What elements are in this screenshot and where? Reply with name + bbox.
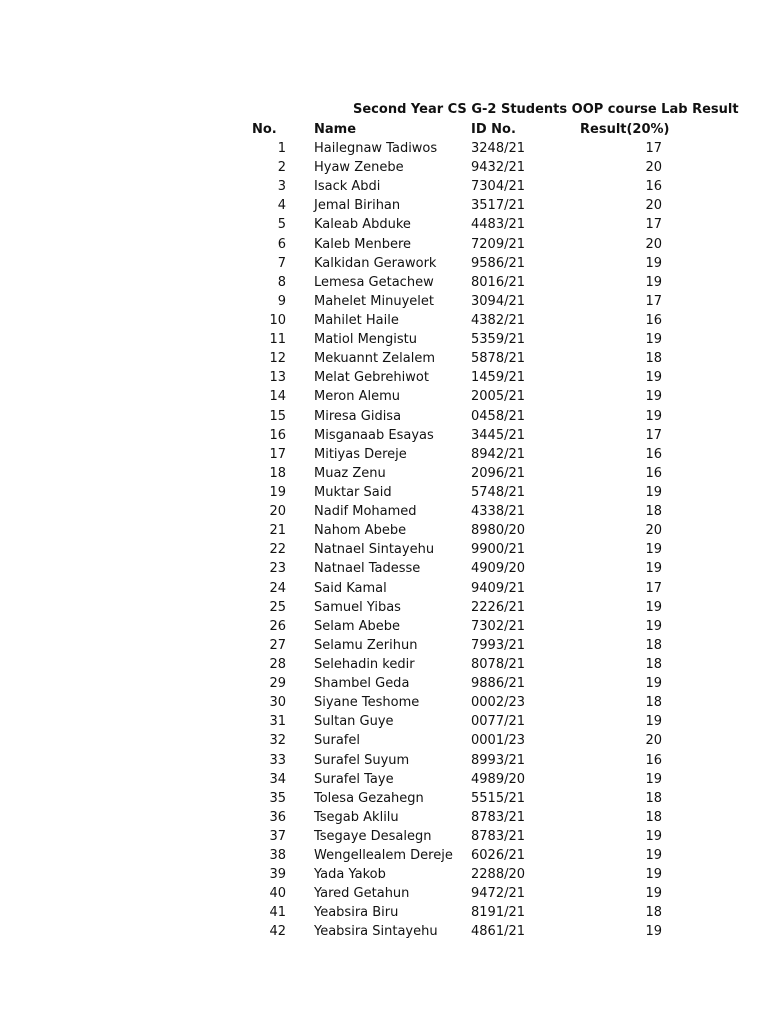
table-row (0, 502, 768, 521)
cell-result: 17 (645, 293, 662, 309)
cell-id: 4338/21 (471, 504, 526, 520)
table-row (0, 808, 768, 827)
table-row (0, 368, 768, 387)
table-row (0, 789, 768, 808)
cell-id: 9586/21 (471, 255, 526, 271)
cell-name: Miresa Gidisa (314, 408, 402, 424)
cell-id: 9472/21 (471, 886, 526, 902)
table-row (0, 407, 768, 426)
cell-no: 20 (269, 504, 286, 520)
cell-no: 8 (277, 274, 286, 290)
cell-result: 16 (645, 446, 662, 462)
cell-result: 19 (645, 370, 662, 386)
table-row (0, 464, 768, 483)
cell-no: 25 (269, 599, 286, 615)
cell-name: Shambel Geda (314, 676, 410, 692)
cell-no: 13 (269, 370, 286, 386)
cell-id: 0002/23 (471, 695, 526, 711)
cell-result: 18 (645, 656, 662, 672)
cell-result: 17 (645, 580, 662, 596)
cell-name: Siyane Teshome (314, 695, 420, 711)
cell-no: 17 (269, 446, 286, 462)
table-row (0, 655, 768, 674)
cell-result: 20 (645, 733, 662, 749)
cell-no: 33 (269, 752, 286, 768)
cell-id: 0077/21 (471, 714, 526, 730)
cell-no: 11 (269, 332, 286, 348)
cell-no: 10 (269, 312, 286, 328)
table-row (0, 751, 768, 770)
cell-result: 16 (645, 752, 662, 768)
cell-result: 19 (645, 274, 662, 290)
cell-no: 22 (269, 542, 286, 558)
cell-name: Melat Gebrehiwot (314, 370, 429, 386)
cell-result: 19 (645, 599, 662, 615)
cell-name: Mahilet Haile (314, 312, 399, 328)
cell-name: Yada Yakob (314, 867, 386, 883)
cell-id: 3094/21 (471, 293, 526, 309)
table-row (0, 235, 768, 254)
table-row (0, 770, 768, 789)
cell-name: Mekuannt Zelalem (314, 351, 436, 367)
cell-name: Natnael Sintayehu (314, 542, 435, 558)
cell-id: 6026/21 (471, 848, 526, 864)
cell-id: 8191/21 (471, 905, 526, 921)
cell-name: Samuel Yibas (314, 599, 401, 615)
cell-no: 29 (269, 676, 286, 692)
table-row (0, 330, 768, 349)
cell-result: 19 (645, 542, 662, 558)
cell-result: 19 (645, 848, 662, 864)
table-row (0, 273, 768, 292)
cell-no: 21 (269, 523, 286, 539)
cell-result: 20 (645, 160, 662, 176)
cell-id: 8942/21 (471, 446, 526, 462)
cell-result: 16 (645, 465, 662, 481)
table-row (0, 559, 768, 578)
cell-no: 34 (269, 771, 286, 787)
cell-id: 2005/21 (471, 389, 526, 405)
cell-name: Misganaab Esayas (314, 427, 434, 443)
cell-id: 8078/21 (471, 656, 526, 672)
cell-no: 5 (277, 217, 286, 233)
table-row (0, 693, 768, 712)
cell-name: Isack Abdi (314, 179, 381, 195)
cell-no: 37 (269, 828, 286, 844)
cell-name: Hyaw Zenebe (314, 160, 404, 176)
cell-result: 19 (645, 771, 662, 787)
cell-name: Tolesa Gezahegn (314, 790, 424, 806)
cell-result: 19 (645, 924, 662, 940)
cell-no: 16 (269, 427, 286, 443)
results-table-body (0, 139, 768, 942)
cell-result: 19 (645, 886, 662, 902)
cell-id: 1459/21 (471, 370, 526, 386)
table-row (0, 674, 768, 693)
table-row (0, 177, 768, 196)
table-row (0, 387, 768, 406)
table-row (0, 139, 768, 158)
cell-no: 27 (269, 637, 286, 653)
cell-result: 18 (645, 905, 662, 921)
cell-result: 18 (645, 790, 662, 806)
cell-result: 19 (645, 714, 662, 730)
cell-name: Said Kamal (314, 580, 387, 596)
cell-name: Muktar Said (314, 484, 392, 500)
cell-name: Surafel (314, 733, 360, 749)
header-id: ID No. (471, 122, 516, 137)
cell-no: 14 (269, 389, 286, 405)
cell-name: Wengellealem Dereje (314, 848, 453, 864)
cell-no: 24 (269, 580, 286, 596)
cell-name: Natnael Tadesse (314, 561, 421, 577)
cell-result: 19 (645, 561, 662, 577)
cell-name: Selamu Zerihun (314, 637, 418, 653)
cell-result: 19 (645, 255, 662, 271)
cell-no: 36 (269, 809, 286, 825)
cell-result: 17 (645, 217, 662, 233)
cell-no: 42 (269, 924, 286, 940)
table-row (0, 483, 768, 502)
cell-no: 40 (269, 886, 286, 902)
cell-result: 18 (645, 637, 662, 653)
cell-name: Matiol Mengistu (314, 332, 418, 348)
cell-name: Surafel Taye (314, 771, 394, 787)
cell-id: 5748/21 (471, 484, 526, 500)
cell-name: Yeabsira Sintayehu (314, 924, 438, 940)
cell-no: 12 (269, 351, 286, 367)
cell-no: 4 (277, 198, 286, 214)
cell-result: 20 (645, 236, 662, 252)
cell-no: 2 (277, 160, 286, 176)
cell-id: 9886/21 (471, 676, 526, 692)
cell-no: 7 (277, 255, 286, 271)
cell-no: 19 (269, 484, 286, 500)
cell-result: 18 (645, 809, 662, 825)
cell-id: 3445/21 (471, 427, 526, 443)
cell-no: 32 (269, 733, 286, 749)
cell-id: 5359/21 (471, 332, 526, 348)
cell-result: 18 (645, 351, 662, 367)
cell-id: 4861/21 (471, 924, 526, 940)
cell-name: Kaleab Abduke (314, 217, 411, 233)
cell-name: Surafel Suyum (314, 752, 410, 768)
cell-id: 2288/20 (471, 867, 526, 883)
cell-name: Nadif Mohamed (314, 504, 417, 520)
table-header-row (0, 120, 768, 139)
table-row (0, 540, 768, 559)
cell-no: 38 (269, 848, 286, 864)
cell-no: 31 (269, 714, 286, 730)
cell-result: 17 (645, 427, 662, 443)
table-row (0, 349, 768, 368)
sheet-title: Second Year CS G-2 Students OOP course Lab Result (353, 102, 739, 117)
cell-no: 3 (277, 179, 286, 195)
cell-id: 0458/21 (471, 408, 526, 424)
table-row (0, 292, 768, 311)
cell-id: 3248/21 (471, 141, 526, 156)
cell-name: Yared Getahun (314, 886, 410, 902)
cell-name: Mahelet Minuyelet (314, 293, 434, 309)
table-row (0, 445, 768, 464)
cell-name: Meron Alemu (314, 389, 401, 405)
cell-id: 8016/21 (471, 274, 526, 290)
table-row (0, 827, 768, 846)
cell-name: Tsegab Aklilu (314, 809, 399, 825)
cell-name: Sultan Guye (314, 714, 394, 730)
table-row (0, 922, 768, 941)
table-row (0, 884, 768, 903)
table-row (0, 579, 768, 598)
cell-result: 16 (645, 179, 662, 195)
cell-name: Yeabsira Biru (314, 905, 399, 921)
cell-no: 26 (269, 618, 286, 634)
cell-no: 15 (269, 408, 286, 424)
cell-result: 20 (645, 523, 662, 539)
cell-no: 35 (269, 790, 286, 806)
cell-result: 18 (645, 504, 662, 520)
cell-no: 18 (269, 465, 286, 481)
cell-name: Selehadin kedir (314, 656, 415, 672)
cell-no: 41 (269, 905, 286, 921)
cell-name: Jemal Birihan (314, 198, 401, 214)
cell-no: 6 (277, 236, 286, 252)
header-no: No. (252, 122, 277, 137)
cell-name: Lemesa Getachew (314, 274, 434, 290)
cell-name: Nahom Abebe (314, 523, 407, 539)
table-row (0, 196, 768, 215)
cell-result: 18 (645, 695, 662, 711)
cell-no: 1 (277, 141, 286, 156)
cell-id: 8783/21 (471, 828, 526, 844)
cell-name: Hailegnaw Tadiwos (314, 141, 438, 156)
table-row (0, 158, 768, 177)
cell-result: 16 (645, 312, 662, 328)
table-row (0, 311, 768, 330)
cell-result: 19 (645, 676, 662, 692)
table-row (0, 426, 768, 445)
cell-result: 19 (645, 484, 662, 500)
cell-id: 4483/21 (471, 217, 526, 233)
cell-no: 39 (269, 867, 286, 883)
cell-id: 5878/21 (471, 351, 526, 367)
cell-result: 20 (645, 198, 662, 214)
cell-id: 3517/21 (471, 198, 526, 214)
cell-result: 19 (645, 408, 662, 424)
cell-name: Kalkidan Gerawork (314, 255, 437, 271)
table-row (0, 636, 768, 655)
cell-name: Kaleb Menbere (314, 236, 412, 252)
cell-name: Tsegaye Desalegn (314, 828, 432, 844)
cell-name: Mitiyas Dereje (314, 446, 407, 462)
cell-no: 9 (277, 293, 286, 309)
cell-id: 7209/21 (471, 236, 526, 252)
table-row (0, 731, 768, 750)
cell-id: 9432/21 (471, 160, 526, 176)
cell-result: 17 (645, 141, 662, 156)
table-row (0, 903, 768, 922)
cell-result: 19 (645, 828, 662, 844)
cell-no: 30 (269, 695, 286, 711)
table-row (0, 865, 768, 884)
table-row (0, 521, 768, 540)
cell-id: 8783/21 (471, 809, 526, 825)
cell-result: 19 (645, 867, 662, 883)
cell-id: 4989/20 (471, 771, 526, 787)
cell-id: 2096/21 (471, 465, 526, 481)
table-row (0, 598, 768, 617)
cell-name: Selam Abebe (314, 618, 401, 634)
cell-no: 23 (269, 561, 286, 577)
cell-id: 0001/23 (471, 733, 526, 749)
header-name: Name (314, 122, 357, 137)
table-row (0, 846, 768, 865)
cell-no: 28 (269, 656, 286, 672)
cell-id: 8980/20 (471, 523, 526, 539)
cell-result: 19 (645, 389, 662, 405)
cell-id: 7993/21 (471, 637, 526, 653)
cell-id: 9409/21 (471, 580, 526, 596)
header-result: Result(20%) (580, 122, 670, 137)
cell-result: 19 (645, 618, 662, 634)
table-row (0, 712, 768, 731)
cell-id: 8993/21 (471, 752, 526, 768)
cell-id: 7302/21 (471, 618, 526, 634)
cell-result: 19 (645, 332, 662, 348)
cell-id: 7304/21 (471, 179, 526, 195)
cell-id: 4909/20 (471, 561, 526, 577)
table-row (0, 215, 768, 234)
cell-name: Muaz Zenu (314, 465, 386, 481)
cell-id: 2226/21 (471, 599, 526, 615)
cell-id: 9900/21 (471, 542, 526, 558)
cell-id: 5515/21 (471, 790, 526, 806)
table-row (0, 254, 768, 273)
cell-id: 4382/21 (471, 312, 526, 328)
table-row (0, 617, 768, 636)
